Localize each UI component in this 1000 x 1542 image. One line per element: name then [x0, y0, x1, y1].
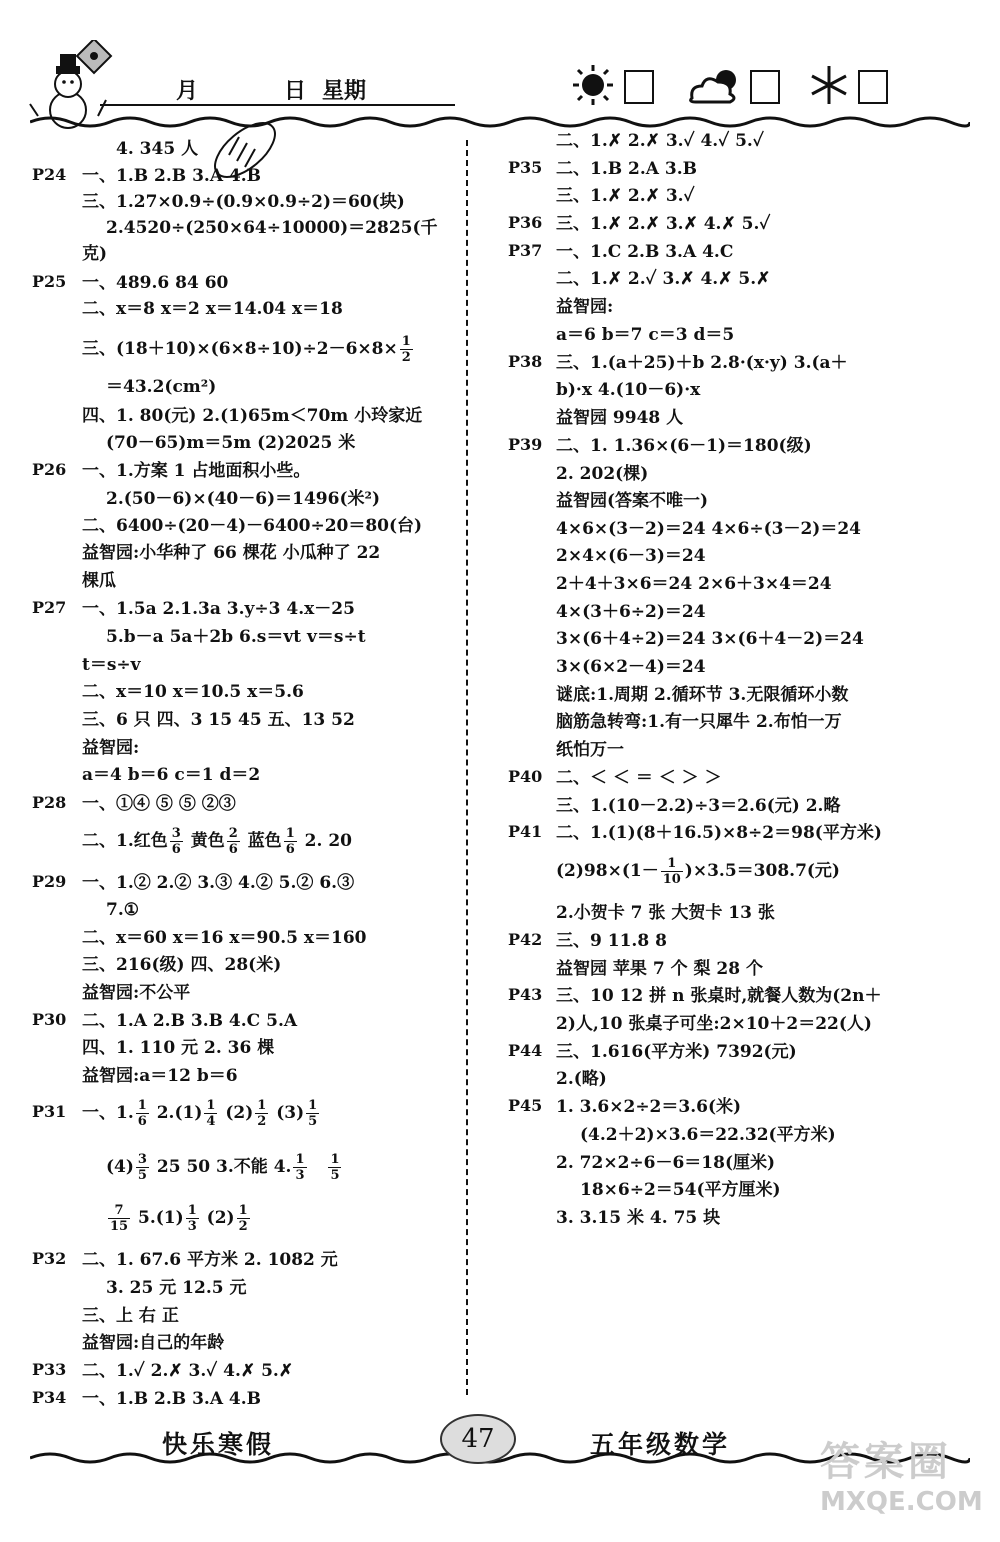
answer-line: 二、1.B 2.A 3.B	[556, 159, 698, 179]
answer-line: 克)	[82, 244, 108, 264]
answer-line: 四、1. 80(元) 2.(1)65m＜70m 小玲家近	[82, 406, 423, 426]
answer-line: 棵瓜	[82, 571, 116, 591]
page-label: P45	[508, 1096, 543, 1115]
answer-line: 一、1.② 2.② 3.③ 4.② 5.② 6.③	[82, 873, 355, 893]
answer-line: 2)人,10 张桌子可坐:2×10＋2＝22(人)	[556, 1014, 872, 1034]
header-underline	[100, 104, 455, 106]
page-label: P26	[32, 460, 67, 479]
answer-line: 纸怕万一	[556, 740, 624, 760]
answer-line: 3. 25 元 12.5 元	[106, 1278, 247, 1298]
answer-line: (4.2＋2)×3.6＝22.32(平方米)	[580, 1125, 836, 1145]
snowy-checkbox[interactable]	[858, 70, 888, 104]
answer-line: 7.①	[106, 900, 139, 920]
cloudy-icon	[686, 64, 746, 106]
page-label: P24	[32, 165, 67, 184]
weekday-label: 星期	[322, 78, 367, 104]
answer-line: 益智园:不公平	[82, 983, 191, 1003]
answer-line: $\frac{7}{15}$ 5.(1) $\frac{1}{3}$ (2) $\frac{1}{2}$	[110, 1203, 248, 1234]
answer-line: b)·x 4.(10－6)·x	[556, 380, 701, 400]
month-label: 月	[176, 78, 199, 104]
page-label: P38	[508, 352, 543, 371]
page-header	[0, 0, 1000, 130]
answer-line: 3. 3.15 米 4. 75 块	[556, 1208, 721, 1228]
answer-line: 2.4520÷(250×64÷10000)＝2825(千	[106, 218, 438, 238]
page-label: P29	[32, 872, 67, 891]
answer-line: 2＋4＋3×6＝24 2×6＋3×4＝24	[556, 574, 832, 594]
answer-line: 二、1.红色 $\frac{3}{6}$ 黄色 $\frac{2}{6}$ 蓝色 $\frac{1}{6}$ 2. 20	[82, 826, 352, 857]
answer-line: 三、1.(a＋25)＋b 2.8·(x·y) 3.(a＋	[556, 353, 848, 373]
answer-line: 3×(6×2－4)＝24	[556, 657, 706, 677]
answer-line: 二、1.✓ 2.✗ 3.✓ 4.✗ 5.✗	[82, 1361, 294, 1381]
answer-line: 三、6 只 四、3 15 45 五、13 52	[82, 710, 355, 730]
page-label: P40	[508, 767, 543, 786]
answer-line: 2. 202(棵)	[556, 464, 649, 484]
footer-title-left: 快乐寒假	[162, 1430, 275, 1459]
answer-line: 3×(6＋4÷2)＝24 3×(6＋4－2)＝24	[556, 629, 864, 649]
page-number: 47	[440, 1414, 516, 1464]
watermark	[820, 1430, 983, 1517]
answer-line: 4×(3＋6÷2)＝24	[556, 602, 706, 622]
watermark-logo: 答案圈	[820, 1439, 952, 1485]
answer-line: 2. 72×2÷6－6＝18(厘米)	[556, 1153, 776, 1173]
answer-line: 一、489.6 84 60	[82, 273, 229, 293]
answer-line: 四、1. 110 元 2. 36 棵	[82, 1038, 275, 1058]
footer-title-right: 五年级数学	[590, 1430, 731, 1459]
answer-line: 益智园:	[556, 297, 614, 317]
answer-line: 三、10 12 拼 n 张桌时,就餐人数为(2n＋	[556, 986, 882, 1006]
answer-line: (2)98×(1－ $\frac{1}{10}$ )×3.5＝308.7(元)	[556, 856, 840, 887]
answer-line: 5.b－a 5a＋2b 6.s＝vt v＝s÷t	[106, 627, 366, 647]
page-label: P34	[32, 1388, 67, 1407]
page-label: P25	[32, 272, 67, 291]
answer-line: 益智园(答案不唯一)	[556, 491, 709, 511]
day-label: 日	[284, 78, 307, 104]
answer-line: 益智园:小华种了 66 棵花 小瓜种了 22	[82, 543, 381, 563]
watermark-url: MXQE.COM	[820, 1487, 983, 1517]
answer-line: a＝6 b＝7 c＝3 d＝5	[556, 325, 735, 345]
sun-icon	[572, 64, 614, 106]
answer-line: 一、1. $\frac{1}{6}$ 2.(1) $\frac{1}{4}$ (2) $\frac{1}{2}$ (3) $\frac{1}{5}$	[82, 1098, 318, 1129]
answer-line: 一、1.5a 2.1.3a 3.y÷3 4.x－25	[82, 599, 355, 619]
answer-line: 二、1.✗ 2.✗ 3.✓ 4.✓ 5.✓	[556, 131, 764, 151]
answer-line: ＝43.2(cm²)	[106, 377, 217, 397]
answer-line: 二、1.✗ 2.✓ 3.✗ 4.✗ 5.✗	[556, 269, 771, 289]
answer-line: 益智园:	[82, 738, 140, 758]
answer-line: 一、1.C 2.B 3.A 4.C	[556, 242, 734, 262]
page-label: P37	[508, 241, 543, 260]
answer-line: 一、1.B 2.B 3.A 4.B	[82, 1389, 262, 1409]
sunny-checkbox[interactable]	[624, 70, 654, 104]
answer-line: 三、1.✗ 2.✗ 3.✓	[556, 186, 695, 206]
page-label: P43	[508, 985, 543, 1004]
page-label: P41	[508, 822, 543, 841]
answer-line: 三、9 11.8 8	[556, 931, 667, 951]
page-label: P30	[32, 1010, 67, 1029]
answer-line: 二、1. 67.6 平方米 2. 1082 元	[82, 1250, 338, 1270]
answer-line: a＝4 b＝6 c＝1 d＝2	[82, 765, 261, 785]
answer-line: 二、1.A 2.B 3.B 4.C 5.A	[82, 1011, 298, 1031]
snowflake-icon	[808, 64, 850, 106]
answer-line: 2.小贺卡 7 张 大贺卡 13 张	[556, 903, 775, 923]
answer-line: 三、216(级) 四、28(米)	[82, 955, 282, 975]
answer-line: t＝s÷v	[82, 655, 141, 675]
answer-line: 二、6400÷(20－4)－6400÷20＝80(台)	[82, 516, 423, 536]
header-border	[30, 114, 970, 130]
answer-line: 一、1.方案 1 占地面积小些。	[82, 461, 311, 481]
answer-line: 二、1.(1)(8＋16.5)×8÷2＝98(平方米)	[556, 823, 882, 843]
answer-line: 2.(略)	[556, 1069, 607, 1089]
page-label: P27	[32, 598, 67, 617]
answer-line: 益智园:自己的年龄	[82, 1333, 225, 1353]
answer-line: 2.(50－6)×(40－6)＝1496(米²)	[106, 489, 380, 509]
page-label: P31	[32, 1102, 67, 1121]
answer-line: 三、上 右 正	[82, 1306, 179, 1326]
answer-line: (70－65)m＝5m (2)2025 米	[106, 433, 356, 453]
answer-line: 二、x＝60 x＝16 x＝90.5 x＝160	[82, 928, 367, 948]
page-label: P33	[32, 1360, 67, 1379]
answer-line: (4) $\frac{3}{5}$ 25 50 3.不能 4. $\frac{1}{3}$ $\frac{1}{5}$	[106, 1152, 340, 1183]
answer-line: 4×6×(3－2)＝24 4×6÷(3－2)＝24	[556, 519, 862, 539]
cloudy-checkbox[interactable]	[750, 70, 780, 104]
answer-line: 三、1.616(平方米) 7392(元)	[556, 1042, 797, 1062]
answer-line: 二、1. 1.36×(6－1)＝180(级)	[556, 436, 812, 456]
page-label: P42	[508, 930, 543, 949]
answer-line: 益智园 苹果 7 个 梨 28 个	[556, 959, 763, 979]
answer-line: 1. 3.6×2÷2＝3.6(米)	[556, 1097, 742, 1117]
answer-line: 三、1.✗ 2.✗ 3.✗ 4.✗ 5.✓	[556, 214, 771, 234]
answer-line: 三、(18＋10)×(6×8÷10)÷2－6×8× $\frac{1}{2}$	[82, 334, 411, 365]
answer-line: 脑筋急转弯:1.有一只犀牛 2.布怕一万	[556, 712, 842, 732]
answer-line: 一、①④ ⑤ ⑤ ②③	[82, 794, 236, 814]
answer-line: 益智园:a＝12 b＝6	[82, 1066, 238, 1086]
answer-line: 三、1.27×0.9÷(0.9×0.9÷2)＝60(块)	[82, 192, 405, 212]
page-label: P32	[32, 1249, 67, 1268]
answer-line: 18×6÷2＝54(平方厘米)	[580, 1180, 781, 1200]
column-divider	[466, 140, 468, 1395]
answer-line: 二、＜ ＜ ＝ ＜ ＞ ＞	[556, 768, 722, 788]
answer-line: 三、1.(10－2.2)÷3＝2.6(元) 2.略	[556, 796, 841, 816]
answer-line: 一、1.B 2.B 3.A 4.B	[82, 166, 262, 186]
answer-line: 二、x＝10 x＝10.5 x＝5.6	[82, 682, 304, 702]
page-label: P44	[508, 1041, 543, 1060]
answer-line: 2×4×(6－3)＝24	[556, 546, 706, 566]
answer-line: 谜底:1.周期 2.循环节 3.无限循环小数	[556, 685, 849, 705]
answer-line: 益智园 9948 人	[556, 408, 684, 428]
page-label: P36	[508, 213, 543, 232]
page-label: P28	[32, 793, 67, 812]
answer-line: 4. 345 人	[116, 139, 199, 159]
page-label: P39	[508, 435, 543, 454]
answer-line: 二、x＝8 x＝2 x＝14.04 x＝18	[82, 299, 343, 319]
page-label: P35	[508, 158, 543, 177]
